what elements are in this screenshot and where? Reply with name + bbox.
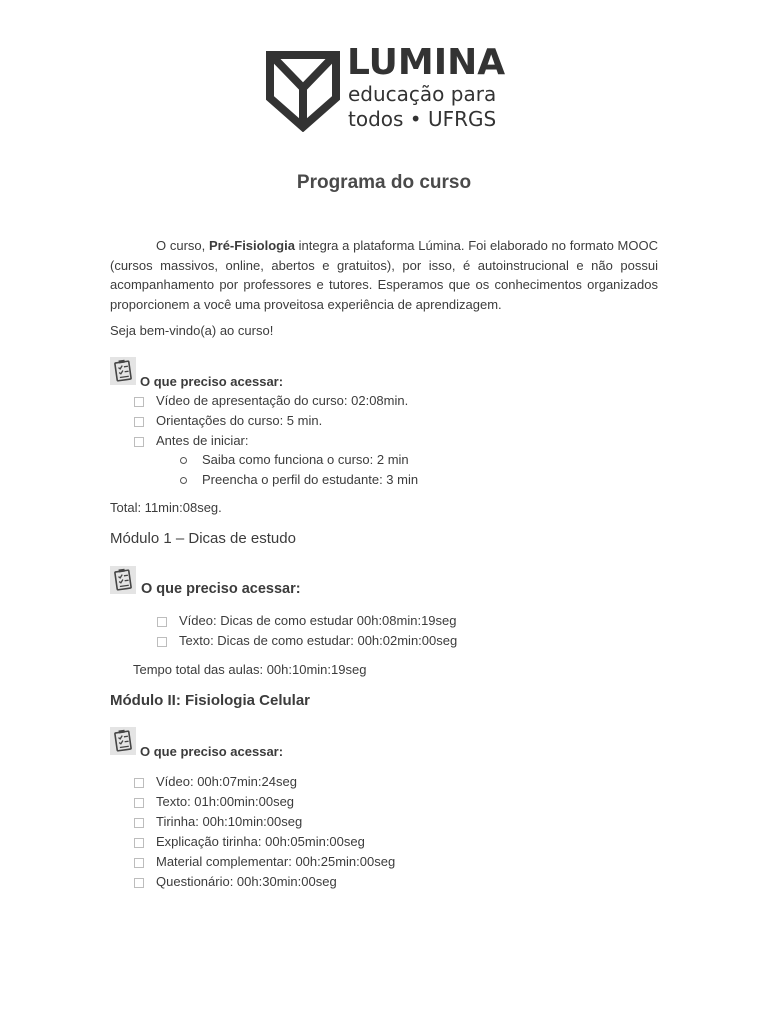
intro-access-list: [134, 391, 408, 451]
list-item: Preencha o perfil do estudante: 3 min: [180, 470, 418, 490]
logo-tagline-line1: educação para: [348, 82, 497, 106]
module2-access-label: O que preciso acessar:: [140, 744, 284, 759]
list-item: Vídeo: Dicas de como estudar 00h:08min:19seg: [157, 611, 457, 631]
checkbox-bullet-icon: [157, 637, 167, 647]
intro-sub-list: [180, 450, 418, 490]
module2-title: Módulo II: Fisiologia Celular: [110, 692, 311, 709]
logo-wordmark: LUMINA: [347, 42, 506, 83]
list-item: Texto: Dicas de como estudar: 00h:02min:00seg: [157, 631, 457, 651]
intro-part2: integra a plataforma Lúmina. Foi elaborado no formato MOOC (cursos massivos, online, abertos e gratuitos), por isso, é autoinstrucional e não possui acompanhamento por professores e tutores. Esperamos que os conhecimentos organizados proporcionem a você uma proveitosa experiência de aprendizagem.: [110, 238, 658, 312]
checkbox-bullet-icon: [134, 397, 144, 407]
checkbox-bullet-icon: [134, 417, 144, 427]
clipboard-checklist-icon: [110, 566, 136, 594]
intro-paragraph: [110, 236, 658, 314]
list-item: Questionário: 00h:30min:00seg: [134, 872, 395, 892]
welcome-text: Seja bem-vindo(a) ao curso!: [110, 323, 274, 338]
checkbox-bullet-icon: [134, 778, 144, 788]
list-item: Explicação tirinha: 00h:05min:00seg: [134, 832, 395, 852]
shield-v-logo-icon: [265, 50, 341, 132]
module2-list: [134, 772, 395, 892]
module1-list: [157, 611, 457, 651]
list-item: Saiba como funciona o curso: 2 min: [180, 450, 418, 470]
clipboard-checklist-icon: [110, 727, 136, 755]
page-title: Programa do curso: [296, 172, 472, 193]
list-item: Tirinha: 00h:10min:00seg: [134, 812, 395, 832]
checkbox-bullet-icon: [134, 437, 144, 447]
module1-total: Tempo total das aulas: 00h:10min:19seg: [133, 662, 367, 677]
lumina-logo: [265, 42, 510, 136]
module1-title: Módulo 1 – Dicas de estudo: [110, 530, 296, 547]
list-item: Antes de iniciar:: [134, 431, 408, 451]
list-item: Vídeo de apresentação do curso: 02:08min.: [134, 391, 408, 411]
list-item: Texto: 01h:00min:00seg: [134, 792, 395, 812]
course-name: Pré-Fisiologia: [208, 238, 295, 253]
intro-part1: O curso,: [156, 238, 209, 253]
clipboard-checklist-icon: [110, 357, 136, 385]
checkbox-bullet-icon: [134, 818, 144, 828]
list-item: Orientações do curso: 5 min.: [134, 411, 408, 431]
circle-bullet-icon: [180, 477, 187, 484]
circle-bullet-icon: [180, 457, 187, 464]
list-item: Vídeo: 00h:07min:24seg: [134, 772, 395, 792]
checkbox-bullet-icon: [134, 858, 144, 868]
logo-tagline: [348, 82, 496, 132]
checkbox-bullet-icon: [157, 617, 167, 627]
checkbox-bullet-icon: [134, 798, 144, 808]
list-item: Material complementar: 00h:25min:00seg: [134, 852, 395, 872]
intro-total: Total: 11min:08seg.: [110, 500, 222, 515]
module1-access-label: O que preciso acessar:: [141, 581, 301, 597]
checkbox-bullet-icon: [134, 878, 144, 888]
checkbox-bullet-icon: [134, 838, 144, 848]
intro-access-label: O que preciso acessar:: [140, 374, 284, 389]
logo-tagline-line2: todos • UFRGS: [348, 107, 497, 131]
